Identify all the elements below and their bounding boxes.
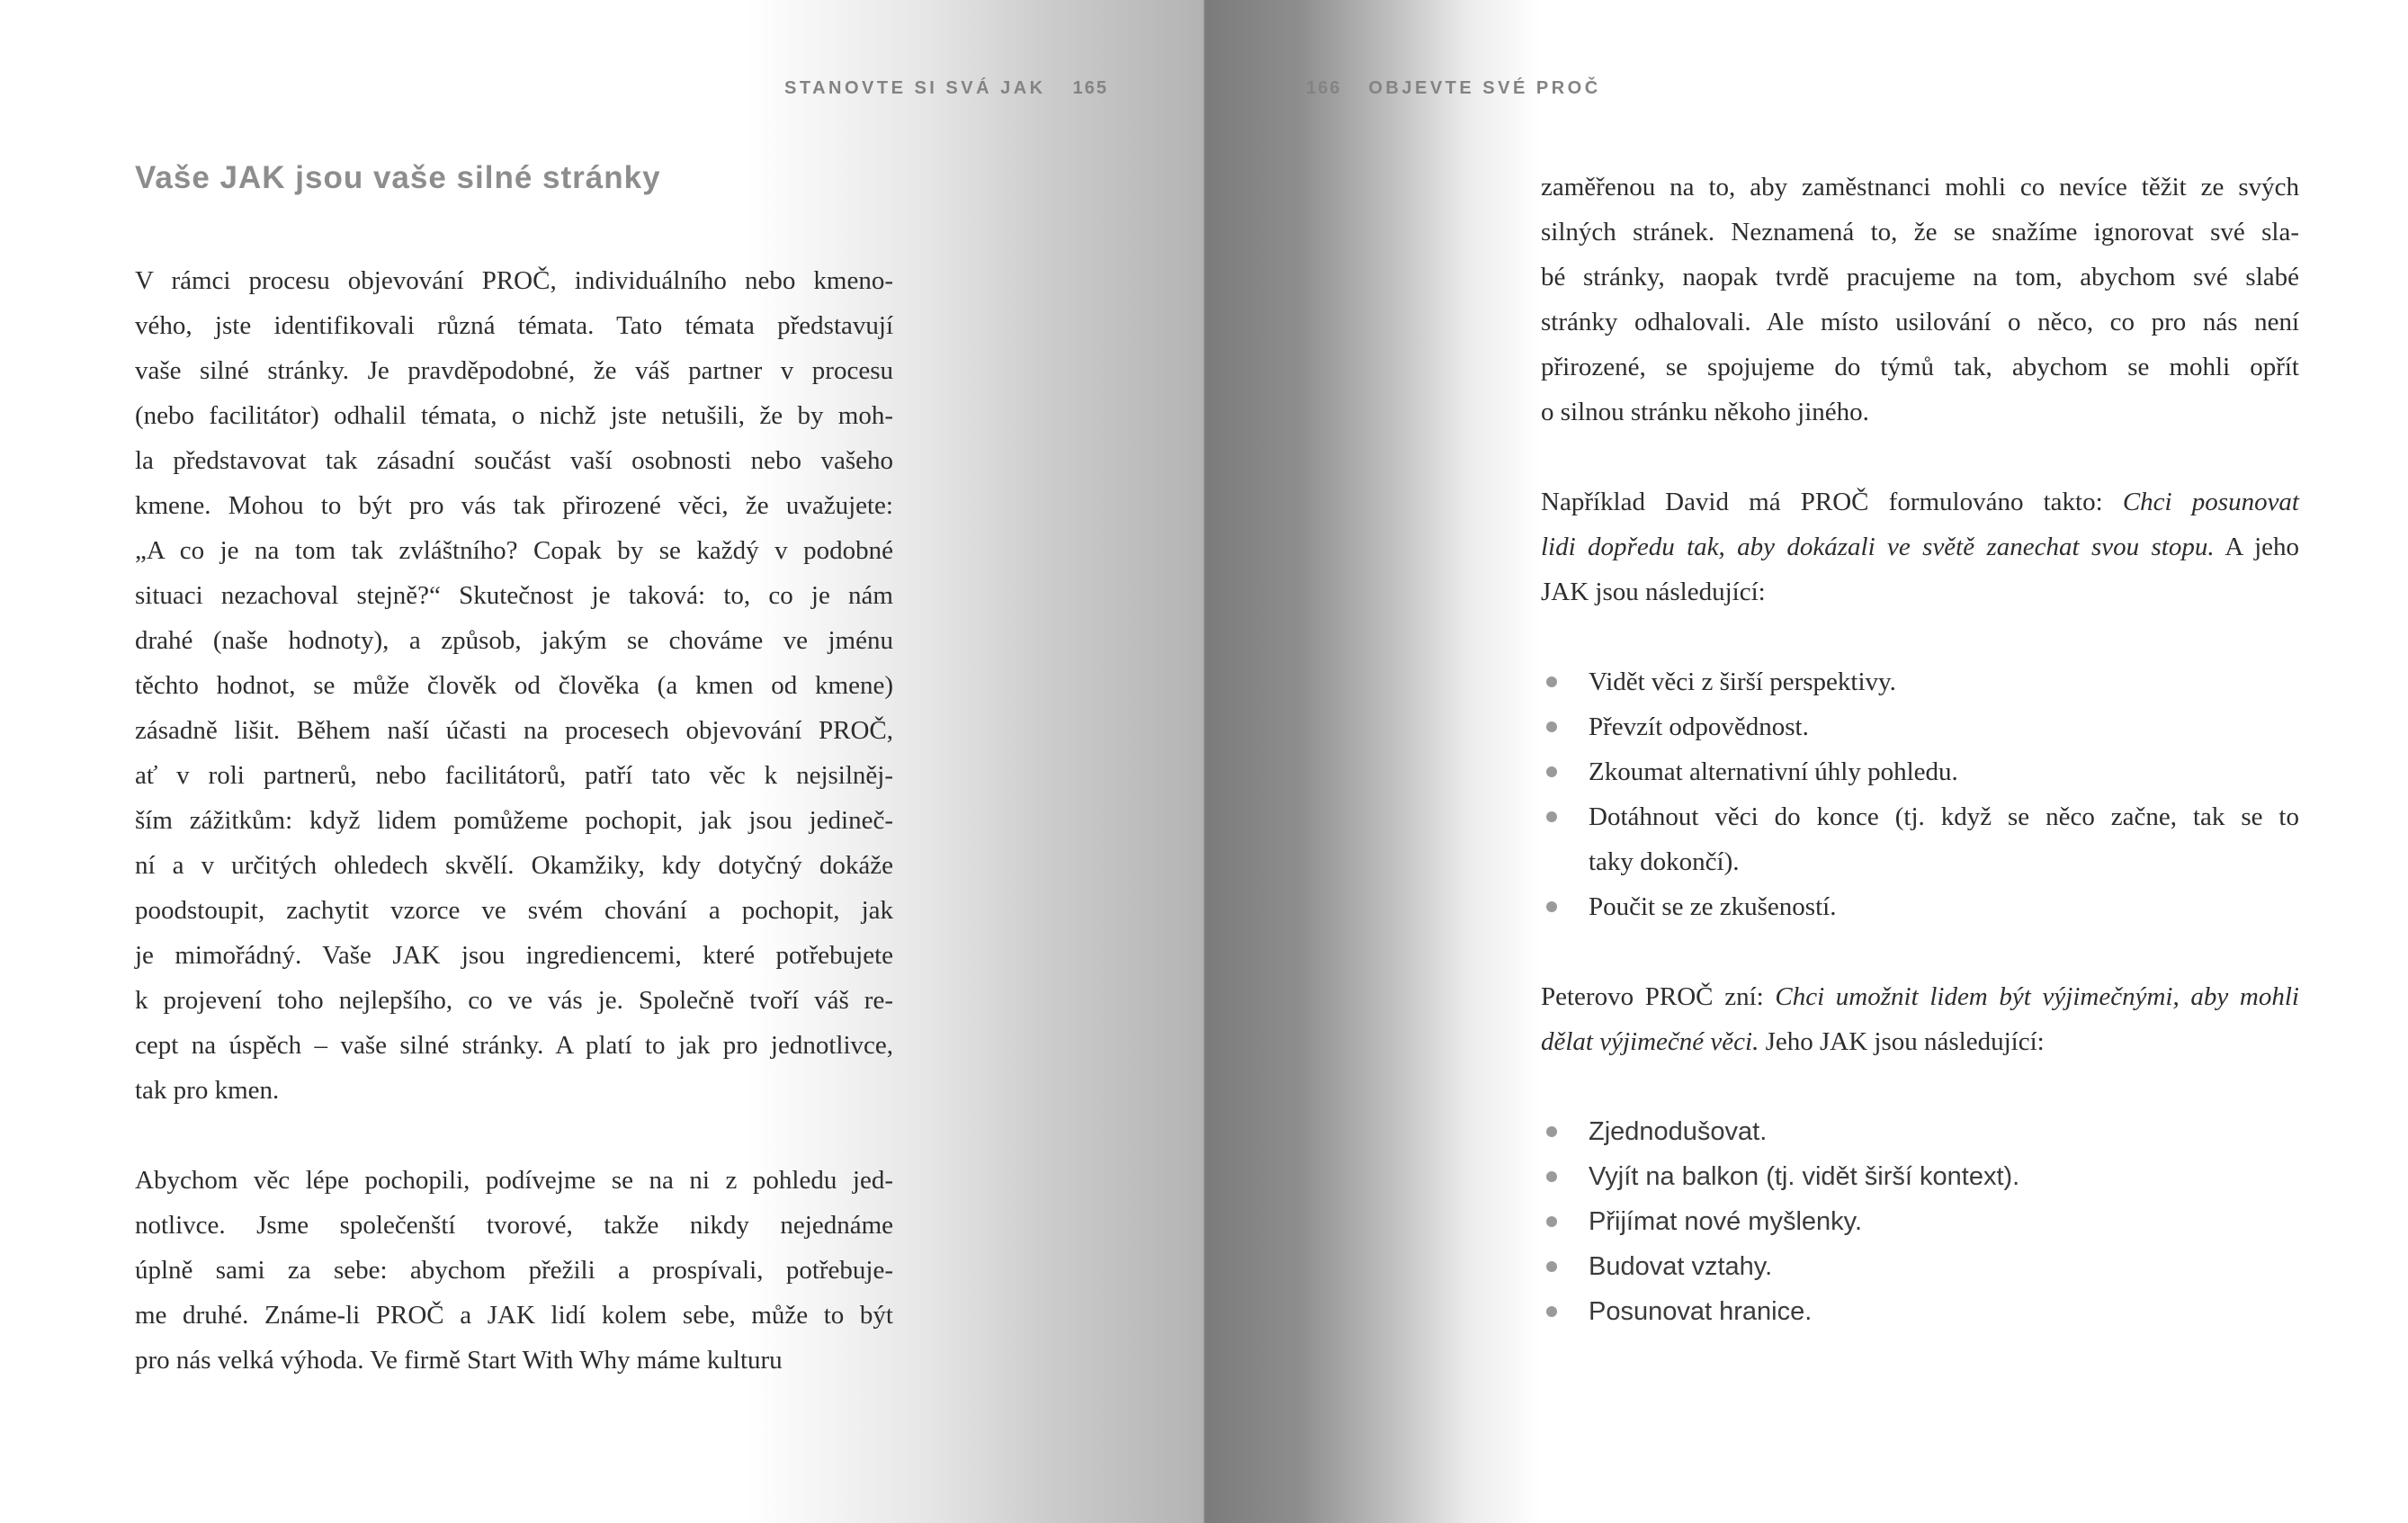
text-segment: Dotáhnout věci do konce (tj. když se něco začne, tak se to: [1589, 802, 2299, 831]
text-segment: A jeho: [2214, 533, 2300, 561]
bullet-icon: [1546, 1306, 1557, 1317]
text-segment: Převzít odpovědnost.: [1589, 712, 1809, 741]
bullet-icon: [1546, 1171, 1557, 1182]
text-line: [135, 753, 893, 798]
text-segment: Například David má PROČ formulováno takto:: [1541, 488, 2123, 516]
text-segment: cept na úspěch – vaše silné stránky. A platí to jak pro jednotlivce,: [135, 1031, 893, 1060]
text-segment: vaše silné stránky. Je pravděpodobné, že váš partner v procesu: [135, 356, 893, 385]
text-segment: „A co je na tom tak zvláštního? Copak by se každý v podobné: [135, 536, 893, 565]
text-segment: tak pro kmen.: [135, 1076, 280, 1105]
text-segment: JAK jsou následující:: [1541, 578, 1766, 606]
text-segment: Peterovo PROČ zní:: [1541, 982, 1776, 1011]
list-item: [1541, 749, 2299, 794]
text-line: [135, 708, 893, 753]
text-line: [1541, 255, 2299, 300]
text-line: [135, 393, 893, 438]
text-segment: ní a v určitých ohledech skvělí. Okamžiky, kdy dotyčný dokáže: [135, 851, 893, 880]
text-line: [1589, 1199, 2299, 1244]
text-segment: Vidět věci z širší perspektivy.: [1589, 667, 1896, 696]
text-segment: Přijímat nové myšlenky.: [1589, 1207, 1863, 1236]
text-line: [135, 798, 893, 843]
text-line: [135, 1248, 893, 1293]
text-line: [135, 1203, 893, 1248]
italic-text: dělat výjimečné věci.: [1541, 1027, 1759, 1056]
text-segment: silných stránek. Neznamená to, že se snažíme ignorovat své sla-: [1541, 218, 2299, 246]
text-segment: vého, jste identifikovali různá témata. Tato témata představují: [135, 311, 893, 340]
text-line: [135, 348, 893, 393]
list-item: [1541, 704, 2299, 749]
running-header-right: [1306, 77, 1601, 99]
text-line: [1541, 569, 2299, 614]
text-segment: stránky odhalovali. Ale místo usilování o něco, co pro nás není: [1541, 308, 2299, 336]
list-item: [1541, 884, 2299, 929]
bullet-list: [1541, 659, 2299, 929]
text-segment: Poučit se ze zkušeností.: [1589, 892, 1837, 921]
text-segment: bé stránky, naopak tvrdě pracujeme na tom, abychom své slabé: [1541, 263, 2299, 291]
text-line: [1589, 884, 2299, 929]
left-page-text-column: [135, 158, 893, 1383]
text-segment: přirozené, se spojujeme do týmů tak, abychom se mohli opřít: [1541, 353, 2299, 381]
section-heading: Vaše JAK jsou vaše silné stránky: [135, 160, 661, 195]
text-line: [1541, 210, 2299, 255]
text-segment: Posunovat hranice.: [1589, 1297, 1813, 1326]
text-segment: V rámci procesu objevování PROČ, individuálního nebo kmeno-: [135, 266, 893, 295]
text-line: [135, 528, 893, 573]
text-line: [135, 888, 893, 933]
bullet-icon: [1546, 721, 1557, 732]
running-header-left: [784, 77, 1108, 99]
text-line: [1541, 165, 2299, 210]
italic-text: Chci posunovat: [2122, 488, 2299, 516]
page-number-right: 166: [1306, 78, 1342, 98]
list-item: [1541, 1154, 2299, 1199]
text-line: [1589, 704, 2299, 749]
text-segment: Zjednodušovat.: [1589, 1117, 1768, 1146]
text-line: [135, 438, 893, 483]
bullet-icon: [1546, 1126, 1557, 1137]
bullet-icon: [1546, 676, 1557, 687]
list-item: [1541, 1289, 2299, 1334]
paragraph: [135, 258, 893, 1113]
text-line: [1541, 974, 2299, 1019]
text-line: [135, 303, 893, 348]
text-line: [1589, 794, 2299, 839]
paragraph: [1541, 974, 2299, 1064]
text-line: [1589, 1109, 2299, 1154]
text-line: [135, 1338, 893, 1383]
text-segment: k projevení toho nejlepšího, co ve vás je. Společně tvoří váš re-: [135, 986, 893, 1015]
text-segment: je mimořádný. Vaše JAK jsou ingrediencemi, které potřebujete: [135, 941, 893, 970]
text-line: [135, 1068, 893, 1113]
text-line: [1541, 390, 2299, 435]
text-line: [1589, 1289, 2299, 1334]
text-line: [135, 618, 893, 663]
text-line: [1541, 524, 2299, 569]
text-segment: taky dokončí).: [1589, 847, 1740, 876]
text-line: [1541, 479, 2299, 524]
text-line: [135, 933, 893, 978]
text-segment: poodstoupit, zachytit vzorce ve svém chování a pochopit, jak: [135, 896, 893, 925]
text-segment: (nebo facilitátor) odhalil témata, o nichž jste netušili, že by moh-: [135, 401, 893, 430]
list-item: [1541, 659, 2299, 704]
paragraph: [1541, 165, 2299, 435]
paragraph: [1541, 479, 2299, 614]
text-segment: těchto hodnot, se může člověk od člověka (a kmen od kmene): [135, 671, 893, 700]
text-segment: notlivce. Jsme společenští tvorové, takže nikdy nejednáme: [135, 1211, 893, 1240]
text-segment: o silnou stránku někoho jiného.: [1541, 398, 1869, 426]
text-segment: Jeho JAK jsou následující:: [1759, 1027, 2045, 1056]
text-segment: úplně sami za sebe: abychom přežili a prospívali, potřebuje-: [135, 1256, 893, 1285]
bullet-icon: [1546, 811, 1557, 822]
text-segment: Budovat vztahy.: [1589, 1252, 1773, 1281]
italic-text: Chci umožnit lidem být výjimečnými, aby mohli: [1775, 982, 2299, 1011]
text-line: [1541, 345, 2299, 390]
bullet-list: [1541, 1109, 2299, 1334]
text-segment: pro nás velká výhoda. Ve firmě Start With Why máme kulturu: [135, 1346, 783, 1375]
bullet-icon: [1546, 1216, 1557, 1227]
text-line: [1589, 659, 2299, 704]
text-segment: Vyjít na balkon (tj. vidět širší kontext).: [1589, 1162, 2020, 1191]
running-header-right-title: OBJEVTE SVÉ PROČ: [1368, 78, 1601, 98]
text-segment: Zkoumat alternativní úhly pohledu.: [1589, 757, 1958, 786]
text-segment: ať v roli partnerů, nebo facilitátorů, patří tato věc k nejsilněj-: [135, 761, 893, 790]
list-item: [1541, 794, 2299, 884]
text-line: [135, 258, 893, 303]
bullet-icon: [1546, 901, 1557, 912]
text-line: [1589, 1244, 2299, 1289]
bullet-icon: [1546, 1261, 1557, 1272]
text-segment: Abychom věc lépe pochopili, podívejme se na ni z pohledu jed-: [135, 1166, 893, 1195]
text-line: [1589, 1154, 2299, 1199]
text-line: [1541, 1019, 2299, 1064]
text-line: [1541, 300, 2299, 345]
right-page-body: [1541, 165, 2299, 1334]
text-line: [1589, 749, 2299, 794]
running-header-left-title: STANOVTE SI SVÁ JAK: [784, 78, 1046, 98]
text-segment: situaci nezachoval stejně?“ Skutečnost je taková: to, co je nám: [135, 581, 893, 610]
text-segment: ším zážitkům: když lidem pomůžeme pochopit, jak jsou jedineč-: [135, 806, 893, 835]
text-segment: zásadně lišit. Během naší účasti na procesech objevování PROČ,: [135, 716, 893, 745]
italic-text: lidi dopředu tak, aby dokázali ve světě zanechat svou stopu.: [1541, 533, 2215, 561]
text-line: [135, 978, 893, 1023]
list-item: [1541, 1109, 2299, 1154]
left-page-body: [135, 258, 893, 1383]
paragraph: [135, 1158, 893, 1383]
text-line: [135, 483, 893, 528]
text-segment: drahé (naše hodnoty), a způsob, jakým se chováme ve jménu: [135, 626, 893, 655]
text-segment: la představovat tak zásadní součást vaší osobnosti nebo vašeho: [135, 446, 893, 475]
text-segment: me druhé. Známe-li PROČ a JAK lidí kolem sebe, může to být: [135, 1301, 893, 1330]
text-line: [135, 1023, 893, 1068]
text-segment: zaměřenou na to, aby zaměstnanci mohli co nevíce těžit ze svých: [1541, 173, 2299, 202]
right-page-text-column: [1541, 165, 2299, 1334]
bullet-icon: [1546, 766, 1557, 777]
page-number-left: 165: [1072, 78, 1108, 98]
text-segment: kmene. Mohou to být pro vás tak přirozené věci, že uvažujete:: [135, 491, 893, 520]
text-line: [1589, 839, 2299, 884]
text-line: [135, 843, 893, 888]
text-line: [135, 1158, 893, 1203]
text-line: [135, 573, 893, 618]
list-item: [1541, 1199, 2299, 1244]
text-line: [135, 663, 893, 708]
text-line: [135, 1293, 893, 1338]
list-item: [1541, 1244, 2299, 1289]
